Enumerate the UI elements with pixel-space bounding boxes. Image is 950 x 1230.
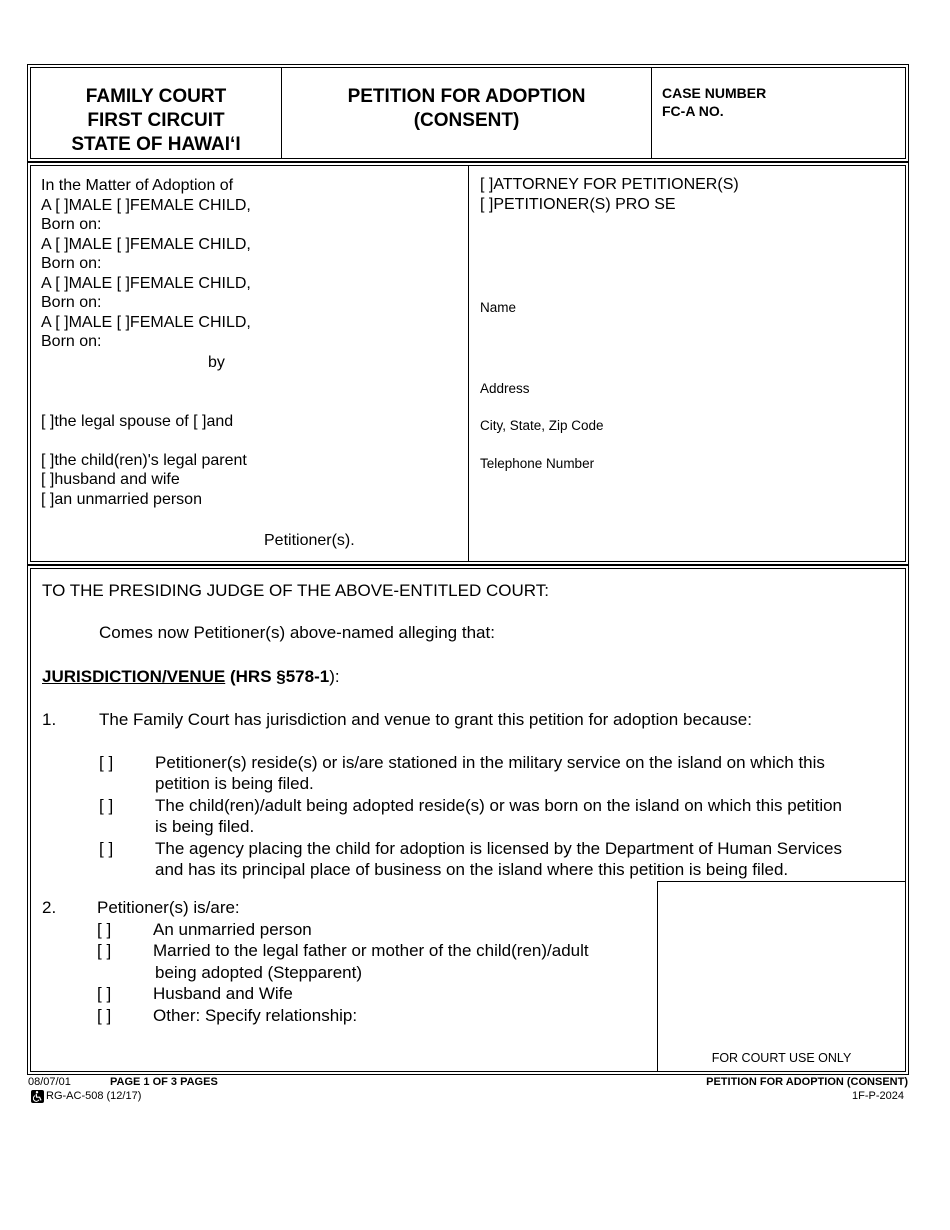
court-line-1: FAMILY COURT	[85, 86, 227, 107]
caption-box	[27, 162, 909, 565]
city-field-label[interactable]: City, State, Zip Code	[480, 418, 604, 433]
item-2-text: Petitioner(s) is/are:	[97, 898, 240, 917]
relationship-option-4[interactable]: Other: Specify relationship:	[153, 1006, 358, 1025]
section-heading-ref: (HRS §578-1	[229, 667, 330, 686]
legal-parent-checkbox[interactable]: [ ]the child(ren)'s legal parent	[41, 452, 247, 469]
born-on-field-1[interactable]: Born on:	[41, 216, 102, 233]
relationship-option-3: Husband and Wife	[153, 984, 293, 1003]
court-line-3: STATE OF HAWAI‘I	[71, 134, 241, 155]
petitioners-label: Petitioner(s).	[264, 532, 355, 549]
born-on-field-3[interactable]: Born on:	[41, 294, 102, 311]
pro-se-checkbox[interactable]: [ ]PETITIONER(S) PRO SE	[480, 196, 676, 213]
phone-field-label[interactable]: Telephone Number	[480, 456, 595, 471]
relationship-checkbox-1[interactable]: [ ]	[97, 920, 112, 939]
intro-text: Comes now Petitioner(s) above-named alleging that:	[99, 623, 495, 642]
relationship-option-2-line-1: Married to the legal father or mother of the child(ren)/adult	[153, 941, 589, 960]
caption-parties	[31, 166, 469, 561]
venue-checkbox-1[interactable]: [ ]	[99, 753, 114, 772]
relationship-option-2-line-2: being adopted (Stepparent)	[155, 963, 362, 982]
petition-body	[27, 565, 909, 1075]
child-gender-checkbox-1[interactable]: A [ ]MALE [ ]FEMALE CHILD,	[41, 196, 251, 214]
section-heading-tail: ):	[329, 667, 340, 686]
relationship-checkbox-4[interactable]: [ ]	[97, 1006, 112, 1025]
relationship-checkbox-3[interactable]: [ ]	[97, 984, 112, 1003]
case-number-label: CASE NUMBER	[662, 85, 767, 101]
item-1-text: The Family Court has jurisdiction and venue to grant this petition for adoption because:	[99, 710, 752, 729]
section-heading	[42, 666, 340, 687]
salutation: TO THE PRESIDING JUDGE OF THE ABOVE-ENTITLED COURT:	[42, 581, 549, 600]
footer-page: PAGE 1 OF 3 PAGES	[110, 1076, 218, 1088]
court-use-box	[657, 881, 905, 1071]
by-label: by	[208, 354, 225, 371]
venue-option-1-line-1: Petitioner(s) reside(s) or is/are stationed in the military service on the island on which this	[155, 753, 825, 772]
name-field-label[interactable]: Name	[480, 300, 517, 315]
born-on-field-2[interactable]: Born on:	[41, 255, 102, 272]
relationship-checkbox-2[interactable]: [ ]	[97, 941, 112, 960]
wheelchair-icon	[31, 1090, 44, 1103]
venue-option-3-line-2: and has its principal place of business on the island where this petition is being filed.	[155, 860, 789, 879]
child-gender-checkbox-2[interactable]: A [ ]MALE [ ]FEMALE CHILD,	[41, 235, 251, 253]
caption-line: In the Matter of Adoption of	[41, 177, 234, 194]
venue-checkbox-2[interactable]: [ ]	[99, 796, 114, 815]
attorney-checkbox[interactable]: [ ]ATTORNEY FOR PETITIONER(S)	[480, 176, 739, 193]
item-1-number: 1.	[42, 710, 57, 729]
header-inner	[30, 67, 906, 159]
footer-form-id: RG-AC-508 (12/17)	[46, 1090, 142, 1102]
footer-form-title: PETITION FOR ADOPTION (CONSENT)	[706, 1076, 908, 1088]
venue-option-3-line-1: The agency placing the child for adoption is licensed by the Department of Human Services	[155, 839, 842, 858]
case-number-cell[interactable]	[652, 68, 905, 158]
section-heading-title: JURISDICTION/VENUE	[42, 667, 226, 686]
case-prefix: FC-A NO.	[662, 103, 724, 119]
child-gender-checkbox-3[interactable]: A [ ]MALE [ ]FEMALE CHILD,	[41, 274, 251, 292]
spouse-checkbox[interactable]: [ ]the legal spouse of [ ]and	[41, 413, 234, 430]
title-line-2: (CONSENT)	[413, 110, 520, 131]
court-use-label: FOR COURT USE ONLY	[711, 1051, 852, 1065]
venue-option-2-line-2: is being filed.	[155, 817, 255, 836]
venue-option-2-line-1: The child(ren)/adult being adopted reside(s) or was born on the island on which this petition	[155, 796, 843, 815]
court-name	[31, 68, 282, 158]
petition-body-inner	[30, 568, 906, 1072]
title-line-1: PETITION FOR ADOPTION	[347, 86, 586, 107]
footer-form-code: 1F-P-2024	[852, 1090, 904, 1102]
address-field-label[interactable]: Address	[480, 381, 530, 396]
document-title	[282, 68, 652, 158]
unmarried-checkbox[interactable]: [ ]an unmarried person	[41, 491, 202, 508]
relationship-option-1: An unmarried person	[153, 920, 312, 939]
born-on-field-4[interactable]: Born on:	[41, 333, 102, 350]
item-2-number: 2.	[42, 898, 57, 917]
footer-date: 08/07/01	[28, 1076, 71, 1088]
court-line-2: FIRST CIRCUIT	[87, 110, 225, 131]
attorney-block	[469, 166, 905, 561]
caption-inner	[30, 165, 906, 562]
venue-checkbox-3[interactable]: [ ]	[99, 839, 114, 858]
header-box	[27, 64, 909, 162]
husband-wife-checkbox[interactable]: [ ]husband and wife	[41, 471, 180, 488]
child-gender-checkbox-4[interactable]: A [ ]MALE [ ]FEMALE CHILD,	[41, 313, 251, 331]
venue-option-1-line-2: petition is being filed.	[155, 774, 314, 793]
